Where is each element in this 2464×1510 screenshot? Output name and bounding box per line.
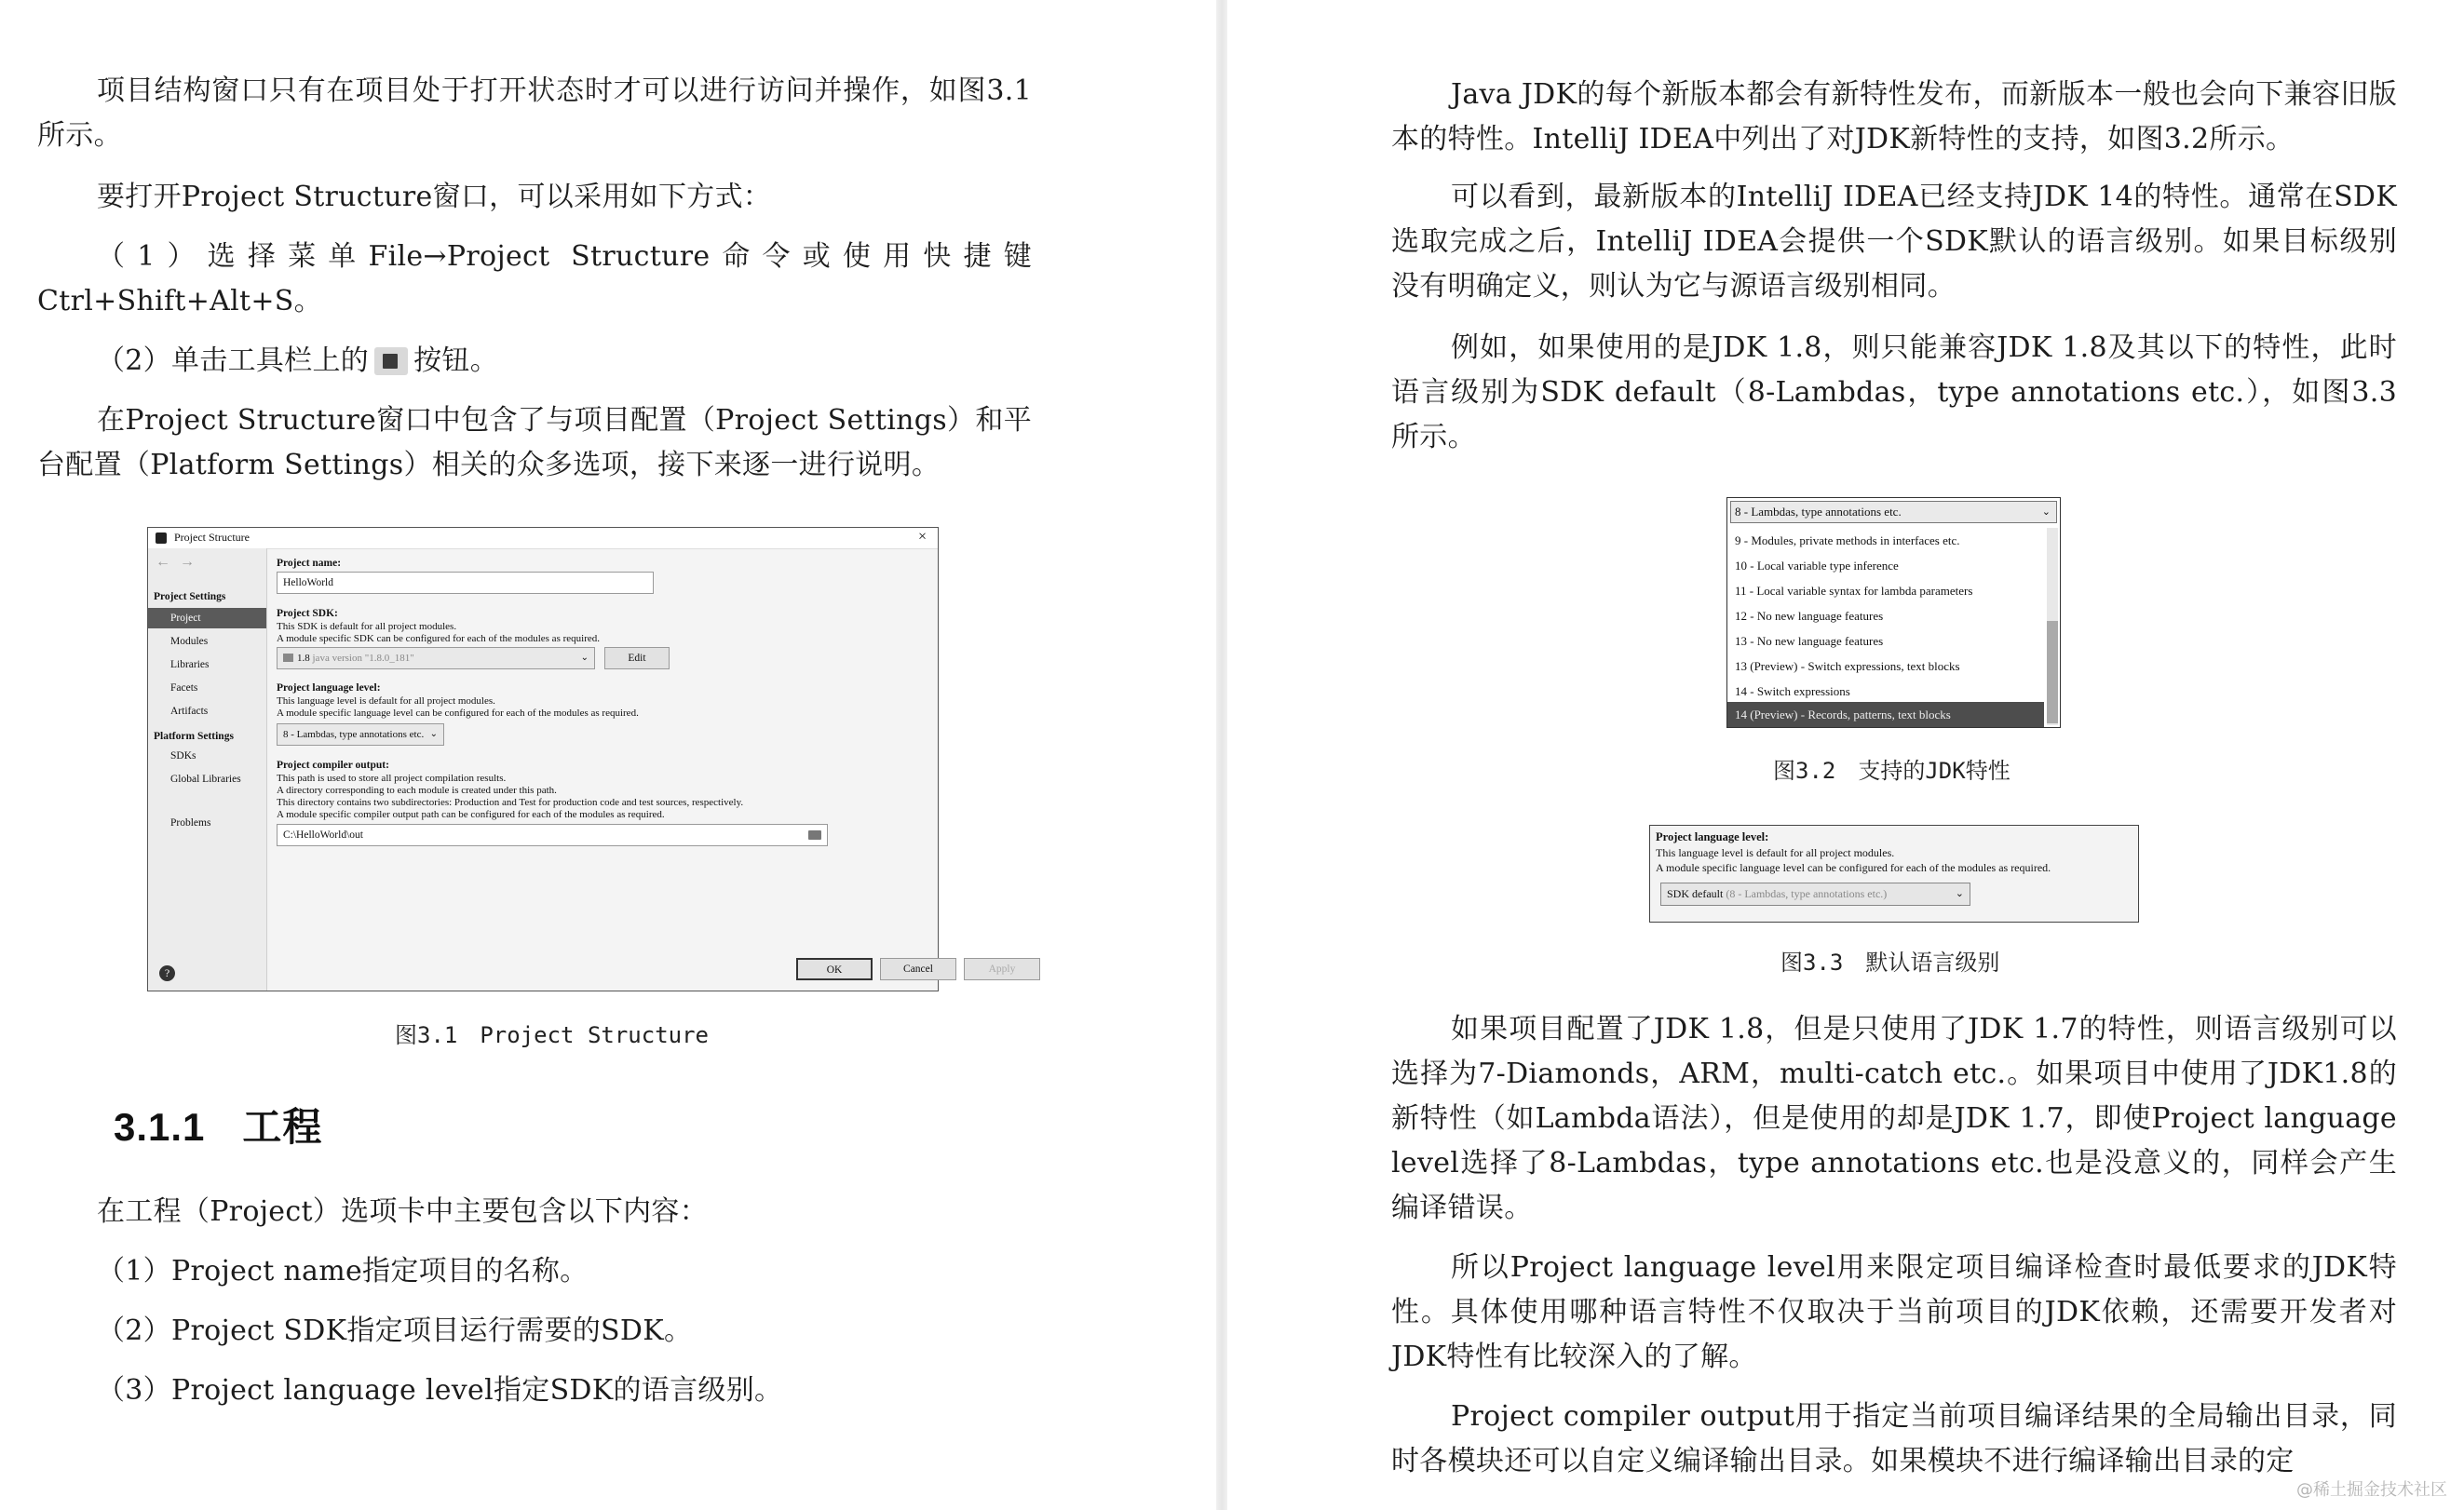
list-item: （1）Project name指定项目的名称。	[97, 1255, 589, 1288]
sdk-version: java version "1.8.0_181"	[312, 653, 414, 664]
list-item: （3）Project language level指定SDK的语言级别。	[97, 1374, 783, 1407]
paragraph: 如果项目配置了JDK 1.8，但是只使用了JDK 1.7的特性，则语言级别可以选择为7-Diamonds，ARM，multi-catch etc.。如果项目中使用了JDK1.8的新特性（如Lambda语法），但是使用的却是JDK 1.7，即使Project language level选择了8-Lambdas，type annotations etc.也是没意义的，同样会产生编译错误。	[1391, 1013, 2397, 1224]
paragraph-text: 按钮。	[413, 344, 498, 377]
sidebar-item-facets[interactable]: Facets	[170, 682, 198, 694]
project-sdk-select[interactable]	[277, 647, 595, 669]
compiler-output-value: C:\HelloWorld\out	[283, 829, 363, 841]
language-level-description: This language level is default for all project modules.	[1656, 846, 1895, 859]
paragraph: 要打开Project Structure窗口，可以采用如下方式：	[97, 181, 772, 213]
compiler-output-description: A module specific compiler output path can be configured for each of the modules as required.	[277, 809, 665, 820]
scrollbar-thumb[interactable]	[2047, 621, 2058, 723]
sidebar-item-global-libraries[interactable]: Global Libraries	[170, 774, 241, 785]
edit-sdk-button[interactable]: Edit	[604, 647, 670, 669]
project-sdk-label: Project SDK:	[277, 608, 338, 619]
compiler-output-label: Project compiler output:	[277, 760, 389, 771]
project-name-field[interactable]: HelloWorld	[277, 572, 654, 594]
figure-caption	[1773, 752, 2010, 785]
project-name-label: Project name:	[277, 558, 342, 569]
dropdown-option[interactable]: 14 - Switch expressions	[1735, 684, 1850, 698]
window-titlebar	[148, 528, 938, 549]
sidebar-item-artifacts[interactable]: Artifacts	[170, 706, 209, 717]
sidebar-item-problems[interactable]: Problems	[170, 817, 211, 829]
language-level-label: Project language level:	[1656, 830, 1769, 843]
cancel-button[interactable]: Cancel	[880, 958, 956, 980]
paragraph: 例如，如果使用的是JDK 1.8，则只能兼容JDK 1.8及其以下的特性，此时语言级别为SDK default（8-Lambdas，type annotations etc.），如图3.3所示。	[1391, 331, 2397, 453]
left-page	[0, 0, 1216, 1510]
language-level-description: A module specific language level can be configured for each of the modules as required.	[1656, 861, 2051, 874]
compiler-output-description: A directory corresponding to each module is created under this path.	[277, 785, 557, 796]
figure-title: 支持的JDK特性	[1858, 758, 2010, 784]
figure-jdk-features	[1726, 497, 2061, 728]
compiler-output-description: This path is used to store all project compilation results.	[277, 773, 507, 784]
dropdown-option[interactable]: 10 - Local variable type inference	[1735, 559, 1899, 573]
list-item: （2）Project SDK指定项目运行需要的SDK。	[97, 1315, 693, 1347]
settings-main-panel	[267, 548, 1016, 991]
language-level-hint: (8 - Lambdas, type annotations etc.)	[1726, 887, 1888, 900]
sdk-description: This SDK is default for all project modules.	[277, 621, 457, 632]
language-level-select[interactable]	[1660, 883, 1970, 906]
paragraph: （1）选择菜单File→Project Structure命令或使用快捷键Ctrl+Shift+Alt+S。	[37, 240, 1032, 317]
section-number: 3.1.1	[114, 1105, 206, 1149]
sdk-folder-icon	[283, 654, 293, 662]
sidebar-item-project[interactable]: Project	[148, 608, 266, 628]
figure-default-language-level	[1649, 825, 2139, 923]
sdk-value: 1.8	[297, 653, 310, 664]
paragraph: 所以Project language level用来限定项目编译检查时最低要求的JDK特性。具体使用哪种语言特性不仅取决于当前项目的JDK依赖，还需要开发者对JDK特性有比较深入的了解。	[1391, 1251, 2397, 1373]
language-level-description: A module specific language level can be configured for each of the modules as required.	[277, 708, 639, 719]
figure-title: 默认语言级别	[1865, 950, 2000, 976]
compiler-output-field[interactable]	[277, 824, 828, 846]
language-level-value: SDK default	[1667, 887, 1724, 900]
language-level-label: Project language level:	[277, 682, 381, 694]
paragraph: Project compiler output用于指定当前项目编译结果的全局输出目录，同时各模块还可以自定义编译输出目录。如果模块不进行编译输出目录的定	[1391, 1400, 2397, 1477]
section-title: 工程	[242, 1105, 323, 1149]
paragraph: 可以看到，最新版本的IntelliJ IDEA已经支持JDK 14的特性。通常在SDK选取完成之后，IntelliJ IDEA会提供一个SDK默认的语言级别。如果目标级别没有明确定义，则认为它与源语言级别相同。	[1391, 181, 2397, 303]
figure-number: 图3.3	[1780, 950, 1844, 976]
chevron-down-icon: ⌄	[2041, 506, 2051, 518]
sidebar-item-modules[interactable]: Modules	[170, 636, 209, 647]
paragraph	[37, 339, 1032, 384]
compiler-output-description: This directory contains two subdirectories: Production and Test for production code and test sources, respectively.	[277, 797, 744, 808]
section-heading	[114, 1097, 322, 1153]
paragraph-text: （2）单击工具栏上的	[97, 344, 370, 377]
figure-title: Project Structure	[480, 1022, 709, 1048]
page-gutter	[1216, 0, 1227, 1510]
nav-arrows-icon[interactable]: ←→	[156, 554, 204, 570]
window-title: Project Structure	[174, 531, 250, 544]
sidebar-item-sdks[interactable]: SDKs	[170, 750, 196, 762]
section-platform-settings: Platform Settings	[154, 731, 234, 742]
dropdown-option[interactable]: 9 - Modules, private methods in interfaces etc.	[1735, 533, 1960, 547]
chevron-down-icon: ⌄	[580, 653, 589, 663]
sidebar-item-libraries[interactable]: Libraries	[170, 659, 210, 670]
apply-button[interactable]: Apply	[964, 958, 1040, 980]
figure-caption	[1780, 944, 1999, 977]
right-page	[1227, 0, 2464, 1510]
app-icon	[156, 533, 167, 544]
language-level-select[interactable]	[1730, 501, 2057, 523]
paragraph: 项目结构窗口只有在项目处于打开状态时才可以进行访问并操作，如图3.1所示。	[37, 74, 1032, 152]
language-level-select[interactable]	[277, 723, 444, 746]
close-icon[interactable]: ×	[917, 529, 927, 545]
sdk-description: A module specific SDK can be configured for each of the modules as required.	[277, 633, 600, 644]
watermark: @稀土掘金技术社区	[2296, 1480, 2447, 1500]
dropdown-option[interactable]: 12 - No new language features	[1735, 609, 1884, 623]
paragraph: 在工程（Project）选项卡中主要包含以下内容：	[97, 1195, 709, 1228]
chevron-down-icon: ⌄	[1955, 888, 1964, 899]
figure-caption	[395, 1017, 709, 1049]
dropdown-option[interactable]: 13 - No new language features	[1735, 634, 1884, 648]
figure-project-structure	[147, 527, 1016, 991]
help-icon[interactable]: ?	[159, 965, 175, 981]
dropdown-option[interactable]: 11 - Local variable syntax for lambda parameters	[1735, 584, 1973, 598]
section-project-settings: Project Settings	[154, 591, 226, 602]
ok-button[interactable]: OK	[796, 958, 873, 980]
figure-number: 图3.2	[1773, 758, 1836, 784]
settings-sidebar	[148, 548, 267, 991]
dropdown-option-selected[interactable]: 14 (Preview) - Records, patterns, text blocks	[1727, 702, 2044, 727]
project-structure-toolbar-icon	[374, 347, 408, 375]
selected-option: 8 - Lambdas, type annotations etc.	[1735, 505, 1902, 519]
figure-number: 图3.1	[395, 1022, 458, 1048]
folder-icon[interactable]	[808, 830, 821, 840]
paragraph: Java JDK的每个新版本都会有新特性发布，而新版本一般也会向下兼容旧版本的特性。IntelliJ IDEA中列出了对JDK新特性的支持，如图3.2所示。	[1391, 78, 2397, 155]
language-level-description: This language level is default for all project modules.	[277, 695, 495, 707]
dropdown-option[interactable]: 13 (Preview) - Switch expressions, text blocks	[1735, 659, 1960, 673]
language-level-value: 8 - Lambdas, type annotations etc.	[283, 729, 425, 740]
paragraph: 在Project Structure窗口中包含了与项目配置（Project Settings）和平台配置（Platform Settings）相关的众多选项，接下来逐一进行说明。	[37, 404, 1032, 481]
chevron-down-icon: ⌄	[429, 729, 438, 739]
